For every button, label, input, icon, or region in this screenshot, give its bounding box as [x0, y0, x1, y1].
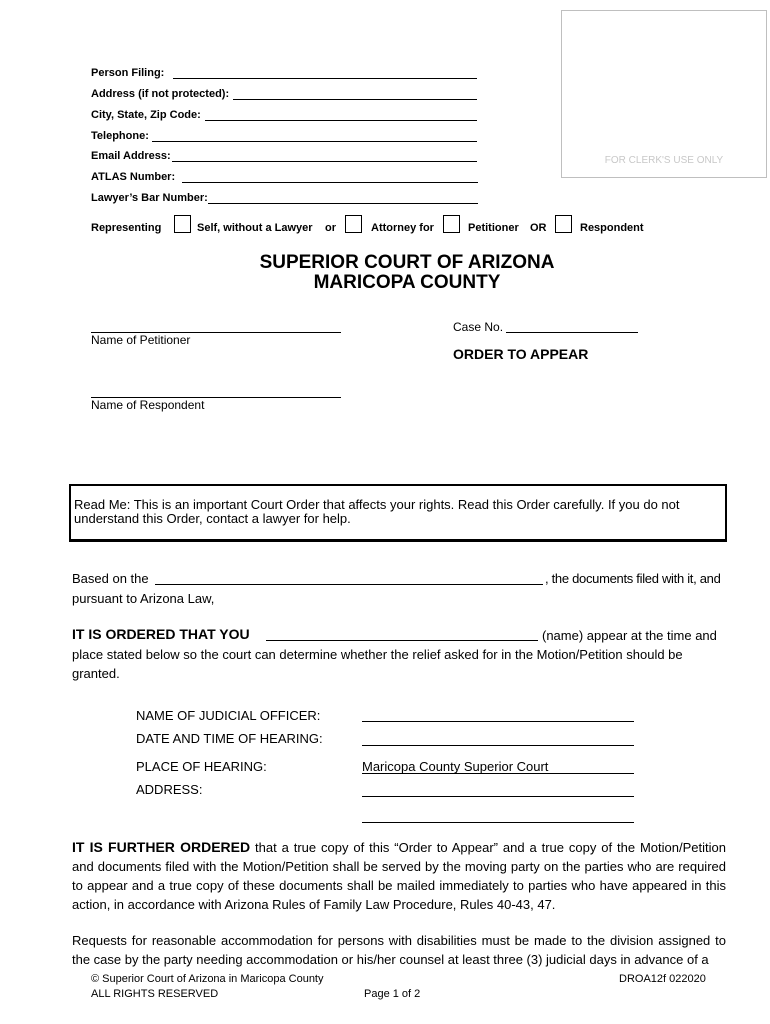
read-me-notice: Read Me: This is an important Court Order that affects your rights. Read this Order carefully. If you do not understand this Order, contact a lawyer for help.	[69, 484, 727, 542]
hearing-address-field-2[interactable]	[362, 822, 634, 823]
based-on-line2: pursuant to Arizona Law,	[72, 591, 215, 606]
clerk-use-label: FOR CLERK'S USE ONLY	[604, 155, 724, 166]
based-on-suffix: , the documents filed with it, and	[545, 571, 721, 586]
or-text-1: or	[325, 222, 336, 234]
footer-copyright: © Superior Court of Arizona in Maricopa County	[91, 973, 324, 985]
city-state-zip-field[interactable]	[205, 120, 477, 121]
hearing-date-field[interactable]	[362, 745, 634, 746]
footer-rights: ALL RIGHTS RESERVED	[91, 988, 219, 1000]
atlas-number-field[interactable]	[182, 182, 478, 183]
representing-label: Representing	[91, 222, 162, 234]
footer-page-number: Page 1 of 2	[364, 988, 421, 1000]
based-on-prefix: Based on the	[72, 571, 149, 586]
hearing-place-label: PLACE OF HEARING:	[136, 759, 267, 774]
self-label: Self, without a Lawyer	[197, 222, 313, 234]
email-label: Email Address:	[91, 150, 171, 162]
judicial-officer-label: NAME OF JUDICIAL OFFICER:	[136, 708, 321, 723]
telephone-field[interactable]	[152, 141, 477, 142]
document-title: ORDER TO APPEAR	[453, 346, 589, 362]
ordered-heading: IT IS ORDERED THAT YOU	[72, 626, 250, 642]
ordered-line2: place stated below so the court can determine whether the relief asked for in the Motion/Petition should be	[72, 647, 683, 662]
hearing-place-value: Maricopa County Superior Court	[362, 759, 549, 774]
respondent-checkbox[interactable]	[555, 215, 572, 233]
hearing-address-field-1[interactable]	[362, 796, 634, 797]
address-field[interactable]	[233, 99, 477, 100]
based-on-field[interactable]	[155, 584, 543, 585]
respondent-label: Respondent	[580, 222, 644, 234]
person-filing-label: Person Filing:	[91, 67, 165, 79]
clerk-use-box	[561, 10, 767, 178]
atlas-number-label: ATLAS Number:	[91, 171, 176, 183]
accommodation-text: Requests for reasonable accommodation for persons with disabilities must be made to the division assigned to the case by the party needing accommodation or his/her counsel at least three (3) judicial days in advance of a	[72, 933, 726, 967]
city-state-zip-label: City, State, Zip Code:	[91, 109, 201, 121]
bar-number-field[interactable]	[208, 203, 478, 204]
telephone-label: Telephone:	[91, 130, 149, 142]
petitioner-checkbox[interactable]	[443, 215, 460, 233]
hearing-date-label: DATE AND TIME OF HEARING:	[136, 731, 323, 746]
petitioner-name-label: Name of Petitioner	[91, 333, 191, 347]
hearing-address-label: ADDRESS:	[136, 782, 203, 797]
county-name: MARICOPA COUNTY	[313, 272, 501, 293]
bar-number-label: Lawyer’s Bar Number:	[91, 192, 208, 204]
court-name: SUPERIOR COURT OF ARIZONA	[259, 252, 555, 273]
email-field[interactable]	[172, 161, 477, 162]
attorney-label: Attorney for	[371, 222, 434, 234]
further-ordered-text: that a true copy of this “Order to Appear” and a true copy of the Motion/Petition and documents filed with the Motion/Petition shall be served by the moving party on the parties who are required to appear and a true copy of these documents shall be mailed immediately to parties who have appeared in this action, in accordance with Arizona Rules of Family Law Procedure, Rules 40-43, 47.	[72, 840, 726, 912]
footer-form-id: DROA12f 022020	[619, 973, 706, 985]
address-label: Address (if not protected):	[91, 88, 230, 100]
or-text-2: OR	[530, 222, 547, 234]
respondent-name-label: Name of Respondent	[91, 398, 205, 412]
person-filing-field[interactable]	[173, 78, 477, 79]
attorney-checkbox[interactable]	[345, 215, 362, 233]
ordered-line3: granted.	[72, 666, 120, 681]
further-ordered-heading: IT IS FURTHER ORDERED	[72, 839, 251, 855]
appear-name-field[interactable]	[266, 640, 538, 641]
case-number-field[interactable]	[506, 332, 638, 333]
self-checkbox[interactable]	[174, 215, 191, 233]
ordered-suffix: (name) appear at the time and	[542, 628, 717, 643]
case-number-label: Case No.	[453, 320, 504, 334]
further-ordered-paragraph	[72, 838, 726, 914]
judicial-officer-field[interactable]	[362, 721, 634, 722]
petitioner-label: Petitioner	[468, 222, 519, 234]
hearing-place-field[interactable]	[362, 773, 634, 774]
